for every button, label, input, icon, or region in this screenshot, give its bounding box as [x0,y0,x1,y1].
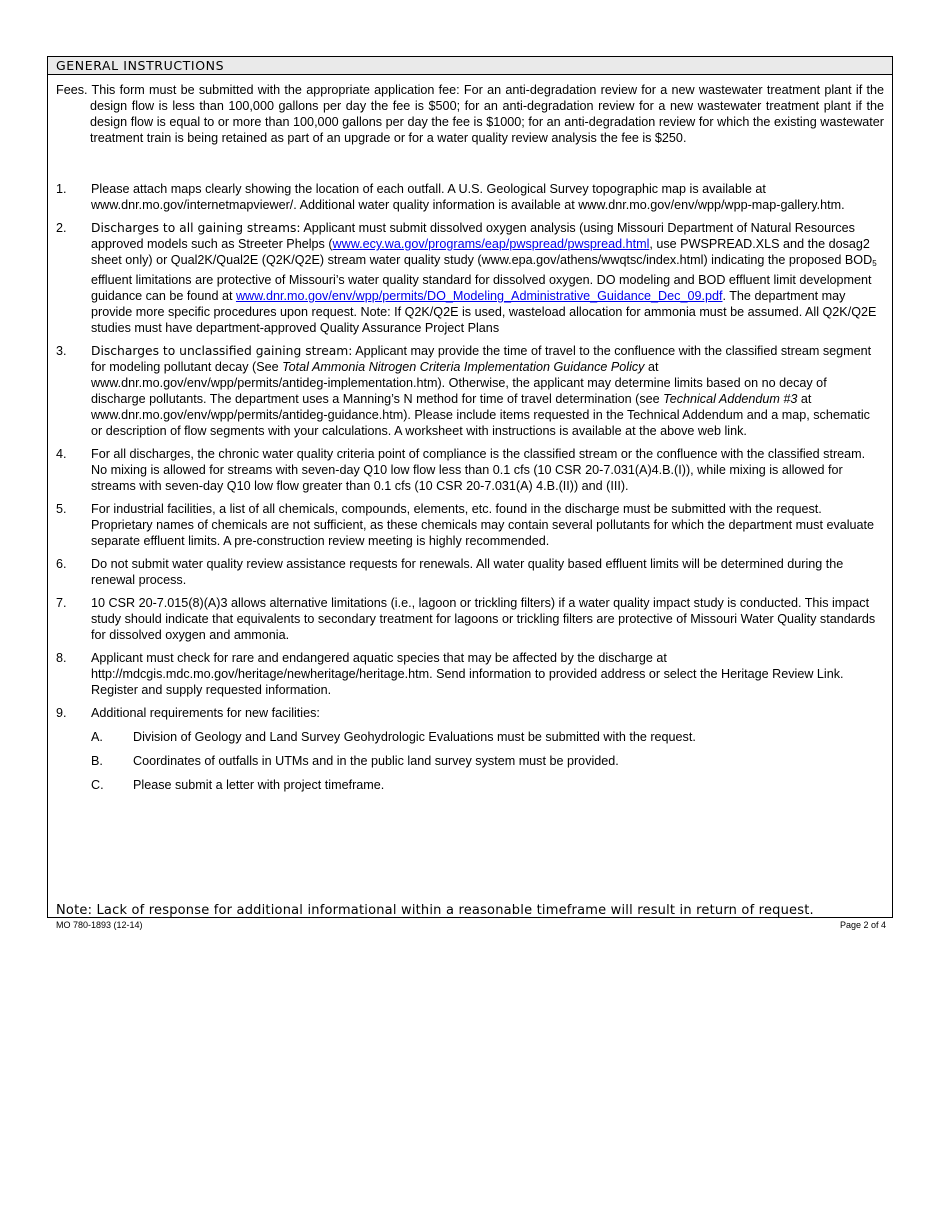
sub-item-b [91,753,884,769]
item-text: Applicant must check for rare and endangered aquatic species that may be affected by the discharge at http://mdcgis.mdc.mo.gov/heritage/newheritage/heritage.htm. Send information to provided address or select the Heritage Review Link. Register and supply requested information. [91,651,844,697]
item-number: 5. [56,502,67,516]
instruction-item-1 [56,181,884,213]
page-number: Page 2 of 4 [839,920,886,930]
sub-item-c [91,777,884,793]
bod-subscript: 5 [872,259,877,268]
item-text: at www.dnr.mo.gov/env/wpp/permits/antideg-implementation.htm). Otherwise, the applicant may determine limits based on no decay of discharge pollutants. The department uses a Manning’s N method for time of travel determination (see [91,360,827,406]
instruction-item-7 [56,595,884,643]
item-lead: Discharges to unclassified gaining stream: [91,344,353,358]
sub-item-letter: C. [91,778,104,792]
instruction-item-4 [56,446,884,494]
sub-item-text: Division of Geology and Land Survey Geohydrologic Evaluations must be submitted with the request. [133,730,696,744]
pwspread-link[interactable]: www.ecy.wa.gov/programs/eap/pwspread/pwspread.html [332,237,650,251]
sub-item-text: Please submit a letter with project timeframe. [133,778,385,792]
item-number: 4. [56,447,67,461]
section-header: GENERAL INSTRUCTIONS [48,57,892,75]
instructions-body [56,82,884,800]
item-text: Please attach maps clearly showing the location of each outfall. A U.S. Geological Survey topographic map is available at www.dnr.mo.gov/internetmapviewer/. Additional water quality information is available at www.dnr.mo.gov/env/wpp/wpp-map-gallery.htm. [91,182,845,212]
item-number: 3. [56,344,67,358]
item-number: 1. [56,182,67,196]
item-text: For all discharges, the chronic water quality criteria point of compliance is the classified stream or the confluence with the classified stream. No mixing is allowed for streams with seven-day Q10 low flow less than 0.1 cfs (10 CSR 20-7.031(A)4.B.(I)), while mixing is allowed for streams with seven-day Q10 low flow greater than 0.1 cfs (10 CSR 20-7.031(A) 4.B.(II)) and (III). [91,447,866,493]
item-number: 8. [56,651,67,665]
form-id: MO 780-1893 (12-14) [56,920,143,930]
item-number: 6. [56,557,67,571]
sub-item-letter: A. [91,730,103,744]
instruction-item-6 [56,556,884,588]
item-text: , use PWSPREAD.XLS and the dosag2 sheet only) or Qual2K/Qual2E (Q2K/Q2E) stream water quality study (www.epa.gov/athens/wwqtsc/index.html) indicating the proposed BOD [91,237,873,267]
instructions-frame [47,56,893,918]
item-number: 7. [56,596,67,610]
item-number: 2. [56,221,67,235]
addendum-title: Technical Addendum #3 [663,392,798,406]
item-text: effluent limitations are protective of Missouri’s water quality standard for dissolved oxygen. DO modeling and BOD effluent limit development guidance can be found at [91,273,872,303]
item-text: Do not submit water quality review assistance requests for renewals. All water quality based effluent limits will be determined during the renewal process. [91,557,844,587]
item-number: 9. [56,706,67,720]
item-text: Applicant must submit dissolved oxygen analysis (using Missouri Department of Natural Resources approved models such as Streeter Phelps ( [91,221,855,251]
item-text: . The department may provide more specific procedures upon request. Note: If Q2K/Q2E is used, wasteload allocation for ammonia must be assumed. All Q2K/Q2E studies must have department-approved Quality Assurance Project Plans [91,289,877,335]
instruction-item-5 [56,501,884,549]
sub-item-letter: B. [91,754,103,768]
policy-title: Total Ammonia Nitrogen Criteria Implementation Guidance Policy [282,360,645,374]
item-text: 10 CSR 20-7.015(8)(A)3 allows alternative limitations (i.e., lagoon or trickling filters) if a water quality impact study is conducted. This impact study should indicate that equivalents to secondary treatment for lagoons or trickling filters are protective of Missouri Water Quality standards for dissolved oxygen and ammonia. [91,596,876,642]
item-text: at www.dnr.mo.gov/env/wpp/permits/antideg-guidance.htm). Please include items requested in the Technical Addendum and a map, schematic or description of flow segments with your calculations. A worksheet with instructions is available at the above web link. [91,392,870,438]
sub-item-text: Coordinates of outfalls in UTMs and in the public land survey system must be provided. [133,754,619,768]
item-text: For industrial facilities, a list of all chemicals, compounds, elements, etc. found in the discharge must be submitted with the request. Proprietary names of chemicals are not sufficient, as these chemicals may contain several pollutants for which the department must evaluate separate effluent limits. A pre-construction review meeting is highly recommended. [91,502,875,548]
closing-note: Note: Lack of response for additional informational within a reasonable timeframe will result in return of request. [56,903,814,918]
instruction-item-9 [56,705,884,793]
do-guidance-link[interactable]: www.dnr.mo.gov/env/wpp/permits/DO_Modeling_Administrative_Guidance_Dec_09.pdf [235,289,723,303]
instruction-item-2 [56,220,884,336]
instruction-item-3 [56,343,884,439]
item-lead: Discharges to all gaining streams: [91,221,301,235]
item-text: Additional requirements for new facilities: [91,706,320,720]
fees-paragraph: Fees. This form must be submitted with the appropriate application fee: For an anti-degradation review for a new wastewater treatment plant if the design flow is less than 100,000 gallons per day the fee is $500; for an anti-degradation review for a new wastewater treatment plant if the design flow is equal to or more than 100,000 gallons per day the fee is $1000; for an anti-degradation review for which the existing wastewater treatment train is being retained as part of an upgrade or for a water quality review analysis the fee is $250. [56,83,884,145]
item-text: Applicant may provide the time of travel to the confluence with the classified stream segment for modeling pollutant decay (See [91,344,872,374]
sub-item-a [91,729,884,745]
instruction-item-8 [56,650,884,698]
